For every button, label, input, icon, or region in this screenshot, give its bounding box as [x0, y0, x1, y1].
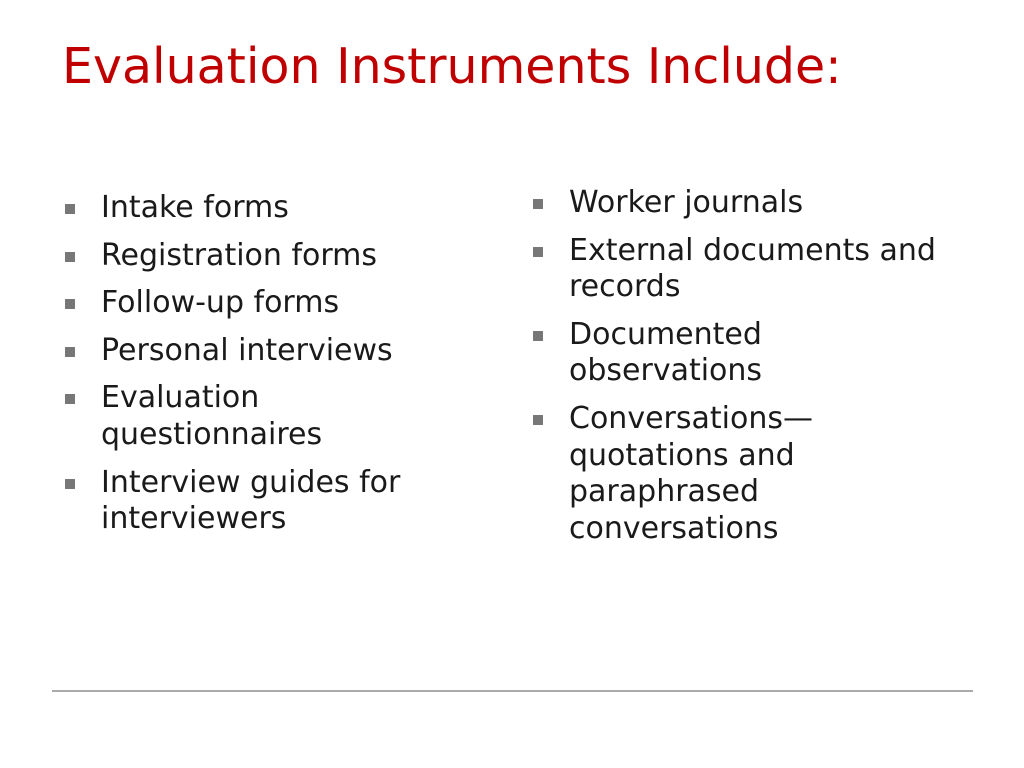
- list-item: [64, 380, 461, 453]
- list-item-text: Evaluation questionnaires: [101, 380, 323, 452]
- list-item: [532, 401, 899, 547]
- left-bullet-list: [64, 190, 494, 549]
- list-item: [532, 233, 984, 306]
- list-item-text: Follow-up forms: [101, 285, 340, 321]
- square-bullet-icon: [65, 394, 75, 404]
- footer-divider: [52, 690, 973, 692]
- list-item: [64, 285, 494, 322]
- list-item: [64, 238, 494, 275]
- list-item: [64, 465, 501, 538]
- list-item-text: External documents and records: [569, 232, 936, 305]
- right-bullet-list: [532, 185, 984, 558]
- square-bullet-icon: [65, 299, 75, 309]
- square-bullet-icon: [533, 247, 543, 257]
- list-item: [64, 333, 494, 370]
- list-item: [532, 317, 889, 390]
- list-item-text: Interview guides for interviewers: [101, 464, 401, 537]
- square-bullet-icon: [533, 415, 543, 425]
- slide-title: Evaluation Instruments Include:: [62, 38, 842, 95]
- square-bullet-icon: [65, 479, 75, 489]
- list-item-text: Personal interviews: [101, 332, 393, 368]
- list-item: [64, 190, 494, 227]
- list-item-text: Worker journals: [569, 185, 804, 220]
- square-bullet-icon: [65, 347, 75, 357]
- square-bullet-icon: [533, 199, 543, 209]
- list-item-text: Intake forms: [101, 190, 289, 225]
- square-bullet-icon: [65, 204, 75, 214]
- list-item-text: Documented observations: [569, 316, 763, 389]
- list-item: [532, 185, 984, 222]
- square-bullet-icon: [533, 331, 543, 341]
- square-bullet-icon: [65, 252, 75, 262]
- list-item-text: Registration forms: [101, 237, 378, 273]
- list-item-text: Conversations—quotations and paraphrased conversations: [569, 400, 813, 546]
